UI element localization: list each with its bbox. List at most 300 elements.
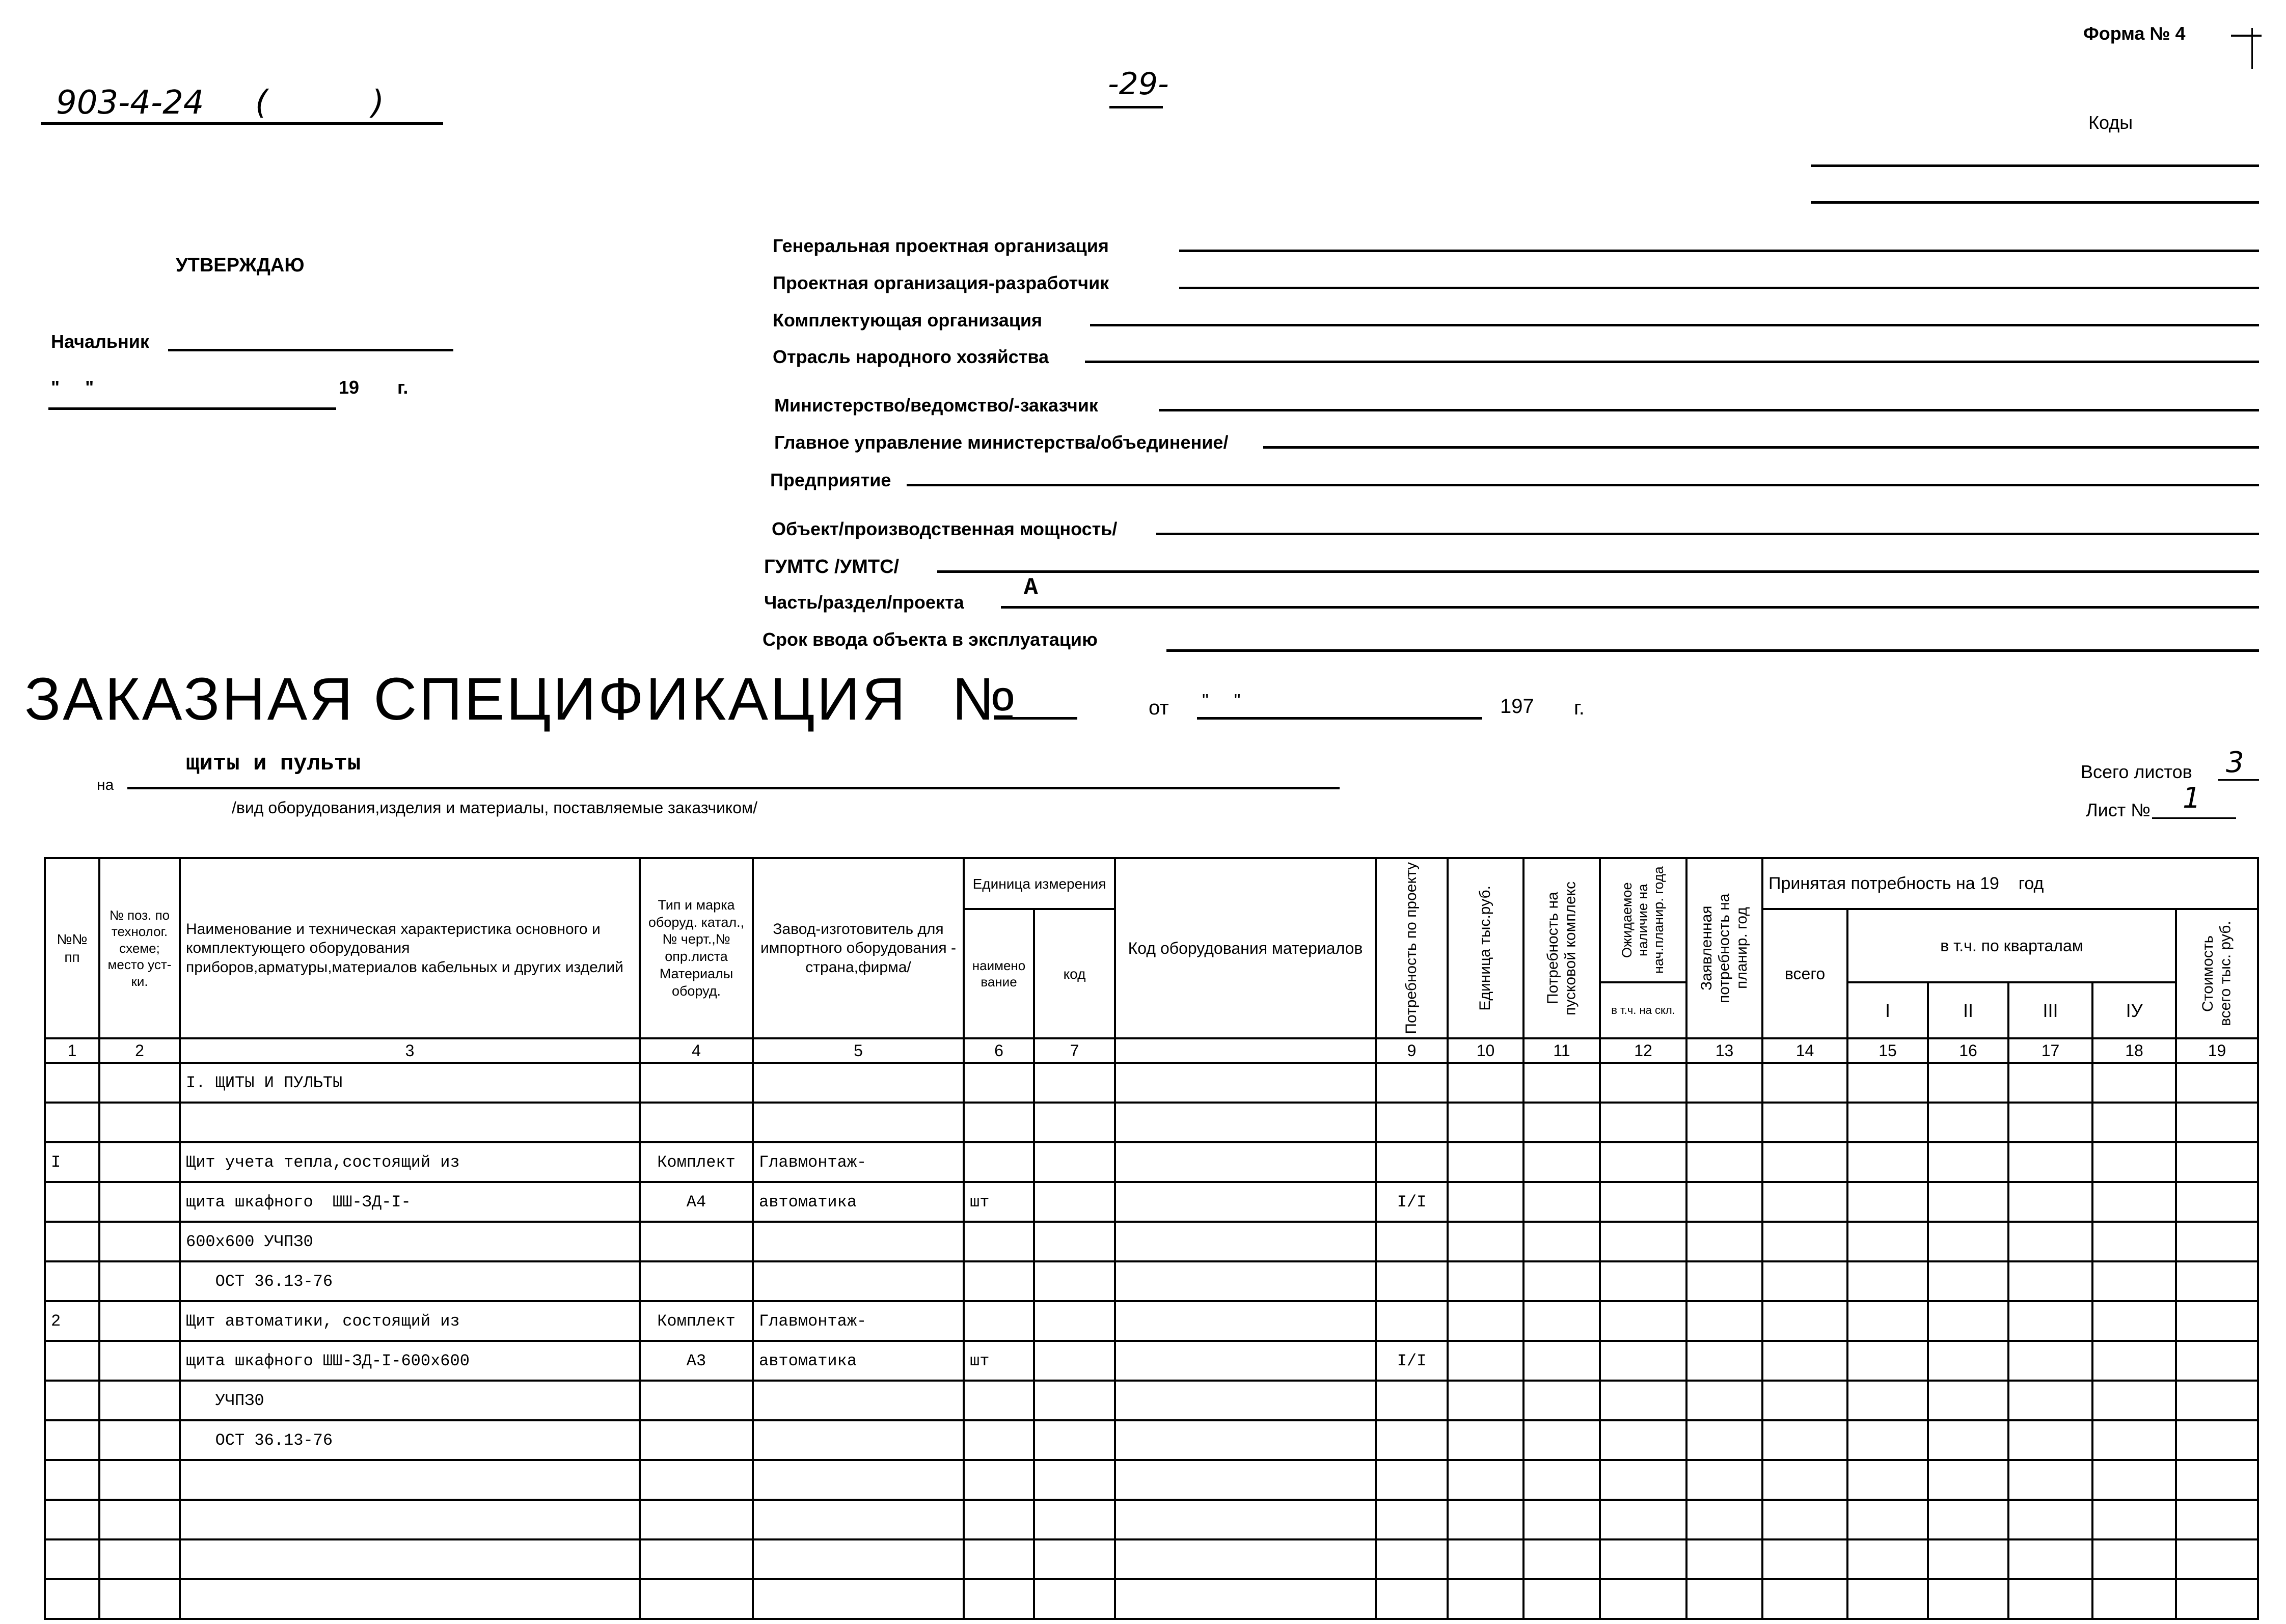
table-cell-col-15[interactable] [1847, 1301, 1928, 1341]
table-cell-col-5[interactable] [753, 1222, 964, 1261]
table-cell-col-19[interactable] [2176, 1261, 2258, 1301]
table-cell-col-5[interactable] [753, 1103, 964, 1142]
table-cell-col-6[interactable] [964, 1381, 1034, 1420]
table-cell-col-1[interactable] [45, 1341, 99, 1381]
table-cell-col-10[interactable] [1448, 1460, 1523, 1500]
org-field-input-ministry[interactable] [1159, 409, 2259, 411]
table-cell-col-9[interactable] [1376, 1222, 1448, 1261]
table-cell-col-13[interactable] [1686, 1182, 1762, 1222]
table-cell-col-12[interactable] [1600, 1420, 1686, 1460]
table-cell-col-19[interactable] [2176, 1063, 2258, 1103]
table-cell-col-6[interactable] [964, 1579, 1034, 1619]
table-cell-col-4[interactable] [640, 1261, 753, 1301]
table-cell-col-11[interactable] [1523, 1381, 1600, 1420]
table-cell-col-17[interactable] [2008, 1103, 2092, 1142]
org-field-input-supplier[interactable] [1090, 324, 2259, 326]
table-cell-col-13[interactable] [1686, 1341, 1762, 1381]
table-cell-col-19[interactable] [2176, 1301, 2258, 1341]
table-cell-col-14[interactable] [1762, 1420, 1847, 1460]
table-cell-col-2[interactable] [99, 1500, 180, 1539]
table-cell-col-16[interactable] [1928, 1579, 2008, 1619]
table-cell-col-1[interactable] [45, 1381, 99, 1420]
table-cell-col-18[interactable] [2092, 1579, 2176, 1619]
table-cell-col-11[interactable] [1523, 1420, 1600, 1460]
table-cell-col-4[interactable] [640, 1579, 753, 1619]
table-cell-col-14[interactable] [1762, 1063, 1847, 1103]
table-cell-col-16[interactable] [1928, 1142, 2008, 1182]
table-cell-col-19[interactable] [2176, 1182, 2258, 1222]
table-cell-col-2[interactable] [99, 1579, 180, 1619]
table-cell-col-2[interactable] [99, 1301, 180, 1341]
table-cell-col-7[interactable] [1034, 1539, 1115, 1579]
table-row [45, 1579, 2258, 1619]
table-cell-col-7[interactable] [1034, 1460, 1115, 1500]
spec-date-input[interactable] [1197, 717, 1482, 720]
table-cell-col-15[interactable] [1847, 1420, 1928, 1460]
table-cell-col-9[interactable] [1376, 1539, 1448, 1579]
table-cell-col-17[interactable] [2008, 1301, 2092, 1341]
table-cell-col-4[interactable] [640, 1222, 753, 1261]
table-cell-col-14[interactable] [1762, 1539, 1847, 1579]
table-cell-col-2[interactable] [99, 1103, 180, 1142]
table-cell-col-13[interactable] [1686, 1539, 1762, 1579]
table-cell-col-18[interactable] [2092, 1460, 2176, 1500]
table-cell-col-7[interactable] [1034, 1182, 1115, 1222]
table-cell-col-16[interactable] [1928, 1381, 2008, 1420]
table-cell-col-12[interactable] [1600, 1222, 1686, 1261]
table-cell-col-7[interactable] [1034, 1420, 1115, 1460]
table-cell-col-18[interactable] [2092, 1381, 2176, 1420]
table-cell-col-10[interactable] [1448, 1142, 1523, 1182]
table-cell-col-4[interactable] [640, 1539, 753, 1579]
table-cell-col-4[interactable] [640, 1500, 753, 1539]
table-cell-col-11[interactable] [1523, 1301, 1600, 1341]
table-cell-col-12[interactable] [1600, 1341, 1686, 1381]
table-cell-col-19[interactable] [2176, 1142, 2258, 1182]
table-cell-col-15[interactable] [1847, 1142, 1928, 1182]
table-cell-col-4[interactable] [640, 1063, 753, 1103]
table-cell-col-19[interactable] [2176, 1500, 2258, 1539]
table-cell-col-11[interactable] [1523, 1222, 1600, 1261]
table-cell-col-8[interactable] [1115, 1142, 1376, 1182]
table-cell-col-6[interactable] [964, 1103, 1034, 1142]
org-field-input-section[interactable] [1001, 606, 2259, 609]
table-cell-col-7[interactable] [1034, 1261, 1115, 1301]
table-cell-col-15[interactable] [1847, 1261, 1928, 1301]
table-cell-col-1[interactable] [45, 1103, 99, 1142]
table-cell-col-16[interactable] [1928, 1301, 2008, 1341]
table-cell-col-11[interactable] [1523, 1500, 1600, 1539]
table-cell-col-14[interactable] [1762, 1460, 1847, 1500]
table-cell-col-2[interactable] [99, 1261, 180, 1301]
table-cell-col-19[interactable] [2176, 1341, 2258, 1381]
org-field-input-developer[interactable] [1179, 287, 2259, 289]
table-cell-col-12[interactable] [1600, 1063, 1686, 1103]
org-field-label-enterprise: Предприятие [770, 470, 891, 490]
table-cell-col-3[interactable]: I. ЩИТЫ И ПУЛЬТЫ [180, 1063, 640, 1103]
table-cell-col-2[interactable] [99, 1539, 180, 1579]
table-cell-col-13[interactable] [1686, 1222, 1762, 1261]
table-cell-col-6[interactable] [964, 1222, 1034, 1261]
table-cell-col-5[interactable] [753, 1539, 964, 1579]
column-number: 3 [180, 1038, 640, 1063]
table-cell-col-18[interactable] [2092, 1142, 2176, 1182]
table-cell-col-3[interactable] [180, 1579, 640, 1619]
table-cell-col-19[interactable] [2176, 1103, 2258, 1142]
table-cell-col-18[interactable] [2092, 1261, 2176, 1301]
chief-signature-line[interactable] [168, 349, 453, 351]
table-cell-col-18[interactable] [2092, 1301, 2176, 1341]
table-cell-col-12[interactable] [1600, 1182, 1686, 1222]
table-cell-col-3[interactable]: щита шкафного ШШ-ЗД-I-600х600 [180, 1341, 640, 1381]
table-cell-col-6[interactable] [964, 1420, 1034, 1460]
table-cell-col-11[interactable] [1523, 1103, 1600, 1142]
table-cell-col-8[interactable] [1115, 1500, 1376, 1539]
table-cell-col-13[interactable] [1686, 1381, 1762, 1420]
table-cell-col-10[interactable] [1448, 1381, 1523, 1420]
table-cell-col-3[interactable]: Щит учета тепла,состоящий из [180, 1142, 640, 1182]
table-cell-col-8[interactable] [1115, 1261, 1376, 1301]
table-cell-col-9[interactable] [1376, 1301, 1448, 1341]
table-cell-col-7[interactable] [1034, 1500, 1115, 1539]
table-cell-col-9[interactable]: I/I [1376, 1341, 1448, 1381]
chief-label: Начальник [51, 331, 149, 352]
table-cell-col-10[interactable] [1448, 1500, 1523, 1539]
table-cell-col-3[interactable]: Щит автоматики, состоящий из [180, 1301, 640, 1341]
table-cell-col-4[interactable]: Комплект [640, 1301, 753, 1341]
table-cell-col-6[interactable] [964, 1301, 1034, 1341]
table-cell-col-1[interactable] [45, 1261, 99, 1301]
table-cell-col-19[interactable] [2176, 1579, 2258, 1619]
table-cell-col-4[interactable]: Комплект [640, 1142, 753, 1182]
table-cell-col-5[interactable]: автоматика [753, 1341, 964, 1381]
table-cell-col-1[interactable] [45, 1539, 99, 1579]
table-cell-col-5[interactable] [753, 1420, 964, 1460]
table-cell-col-15[interactable] [1847, 1381, 1928, 1420]
table-cell-col-3[interactable] [180, 1500, 640, 1539]
table-cell-col-6[interactable] [964, 1500, 1034, 1539]
table-cell-col-12[interactable] [1600, 1460, 1686, 1500]
table-cell-col-3[interactable]: щита шкафного ШШ-ЗД-I- [180, 1182, 640, 1222]
table-cell-col-1[interactable] [45, 1460, 99, 1500]
table-cell-col-12[interactable] [1600, 1539, 1686, 1579]
table-cell-col-8[interactable] [1115, 1539, 1376, 1579]
table-cell-col-17[interactable] [2008, 1182, 2092, 1222]
table-cell-col-10[interactable] [1448, 1063, 1523, 1103]
table-cell-col-17[interactable] [2008, 1420, 2092, 1460]
table-cell-col-14[interactable] [1762, 1301, 1847, 1341]
sheets-total-underline [2218, 779, 2259, 781]
table-cell-col-11[interactable] [1523, 1063, 1600, 1103]
table-cell-col-15[interactable] [1847, 1182, 1928, 1222]
org-field-input-general[interactable] [1179, 250, 2259, 252]
table-cell-col-7[interactable] [1034, 1341, 1115, 1381]
table-cell-col-6[interactable]: шт [964, 1341, 1034, 1381]
table-cell-col-9[interactable] [1376, 1460, 1448, 1500]
table-cell-col-10[interactable] [1448, 1341, 1523, 1381]
table-cell-col-4[interactable] [640, 1103, 753, 1142]
table-cell-col-5[interactable] [753, 1579, 964, 1619]
table-cell-col-16[interactable] [1928, 1341, 2008, 1381]
table-cell-col-18[interactable] [2092, 1182, 2176, 1222]
org-field-label-ministry: Министерство/ведомство/-заказчик [774, 395, 1098, 416]
table-cell-col-8[interactable] [1115, 1222, 1376, 1261]
table-cell-col-11[interactable] [1523, 1579, 1600, 1619]
table-cell-col-3[interactable] [180, 1539, 640, 1579]
table-cell-col-4[interactable]: А3 [640, 1341, 753, 1381]
table-cell-col-16[interactable] [1928, 1539, 2008, 1579]
table-cell-col-16[interactable] [1928, 1103, 2008, 1142]
table-cell-col-14[interactable] [1762, 1341, 1847, 1381]
table-cell-col-14[interactable] [1762, 1142, 1847, 1182]
table-cell-col-14[interactable] [1762, 1261, 1847, 1301]
table-cell-col-9[interactable] [1376, 1420, 1448, 1460]
table-cell-col-8[interactable] [1115, 1460, 1376, 1500]
table-cell-col-2[interactable] [99, 1420, 180, 1460]
table-cell-col-6[interactable] [964, 1460, 1034, 1500]
table-cell-col-10[interactable] [1448, 1261, 1523, 1301]
table-cell-col-12[interactable] [1600, 1261, 1686, 1301]
table-cell-col-5[interactable]: автоматика [753, 1182, 964, 1222]
table-cell-col-2[interactable] [99, 1142, 180, 1182]
table-cell-col-17[interactable] [2008, 1063, 2092, 1103]
table-cell-col-13[interactable] [1686, 1063, 1762, 1103]
table-cell-col-15[interactable] [1847, 1222, 1928, 1261]
table-cell-col-5[interactable] [753, 1261, 964, 1301]
table-cell-col-9[interactable] [1376, 1500, 1448, 1539]
table-cell-col-16[interactable] [1928, 1261, 2008, 1301]
table-cell-col-17[interactable] [2008, 1341, 2092, 1381]
table-cell-col-13[interactable] [1686, 1301, 1762, 1341]
org-field-input-gumts[interactable] [937, 570, 2259, 573]
table-cell-col-9[interactable]: I/I [1376, 1182, 1448, 1222]
table-cell-col-14[interactable] [1762, 1381, 1847, 1420]
table-cell-col-12[interactable] [1600, 1579, 1686, 1619]
table-cell-col-9[interactable] [1376, 1142, 1448, 1182]
table-cell-col-10[interactable] [1448, 1222, 1523, 1261]
table-cell-col-3[interactable] [180, 1103, 640, 1142]
table-cell-col-15[interactable] [1847, 1341, 1928, 1381]
table-cell-col-8[interactable] [1115, 1381, 1376, 1420]
org-field-input-object[interactable] [1156, 533, 2259, 535]
table-cell-col-11[interactable] [1523, 1539, 1600, 1579]
table-row [45, 1420, 2258, 1460]
table-cell-col-1[interactable] [45, 1182, 99, 1222]
table-cell-col-17[interactable] [2008, 1460, 2092, 1500]
table-cell-col-1[interactable] [45, 1222, 99, 1261]
column-number: 9 [1376, 1038, 1448, 1063]
table-cell-col-7[interactable] [1034, 1381, 1115, 1420]
table-cell-col-7[interactable] [1034, 1222, 1115, 1261]
table-cell-col-9[interactable] [1376, 1579, 1448, 1619]
table-cell-col-19[interactable] [2176, 1460, 2258, 1500]
table-cell-col-13[interactable] [1686, 1460, 1762, 1500]
table-cell-col-18[interactable] [2092, 1500, 2176, 1539]
table-cell-col-19[interactable] [2176, 1381, 2258, 1420]
table-cell-col-19[interactable] [2176, 1222, 2258, 1261]
table-cell-col-12[interactable] [1600, 1142, 1686, 1182]
table-cell-col-13[interactable] [1686, 1103, 1762, 1142]
table-cell-col-2[interactable] [99, 1381, 180, 1420]
table-cell-col-10[interactable] [1448, 1579, 1523, 1619]
column-number: 19 [2176, 1038, 2258, 1063]
table-cell-col-15[interactable] [1847, 1103, 1928, 1142]
subject-input[interactable] [127, 787, 1340, 789]
table-cell-col-3[interactable]: ОСТ 36.13-76 [180, 1261, 640, 1301]
table-cell-col-12[interactable] [1600, 1301, 1686, 1341]
table-cell-col-16[interactable] [1928, 1460, 2008, 1500]
table-cell-col-17[interactable] [2008, 1539, 2092, 1579]
table-cell-col-7[interactable] [1034, 1579, 1115, 1619]
table-cell-col-7[interactable] [1034, 1301, 1115, 1341]
table-cell-col-6[interactable] [964, 1142, 1034, 1182]
table-cell-col-10[interactable] [1448, 1182, 1523, 1222]
table-cell-col-17[interactable] [2008, 1500, 2092, 1539]
table-cell-col-12[interactable] [1600, 1381, 1686, 1420]
table-cell-col-18[interactable] [2092, 1539, 2176, 1579]
table-cell-col-2[interactable] [99, 1341, 180, 1381]
table-cell-col-3[interactable] [180, 1460, 640, 1500]
table-cell-col-17[interactable] [2008, 1381, 2092, 1420]
table-cell-col-8[interactable] [1115, 1579, 1376, 1619]
table-cell-col-19[interactable] [2176, 1539, 2258, 1579]
table-cell-col-5[interactable] [753, 1500, 964, 1539]
table-cell-col-9[interactable] [1376, 1103, 1448, 1142]
table-cell-col-5[interactable] [753, 1063, 964, 1103]
table-cell-col-11[interactable] [1523, 1460, 1600, 1500]
table-cell-col-4[interactable] [640, 1381, 753, 1420]
page-number: -29- [1108, 66, 1169, 102]
table-cell-col-13[interactable] [1686, 1261, 1762, 1301]
table-cell-col-4[interactable]: А4 [640, 1182, 753, 1222]
table-cell-col-14[interactable] [1762, 1222, 1847, 1261]
table-cell-col-11[interactable] [1523, 1341, 1600, 1381]
table-cell-col-15[interactable] [1847, 1539, 1928, 1579]
table-cell-col-14[interactable] [1762, 1182, 1847, 1222]
table-cell-col-6[interactable] [964, 1261, 1034, 1301]
table-cell-col-3[interactable]: 600х600 УЧПЗ0 [180, 1222, 640, 1261]
spec-number-input[interactable] [1006, 717, 1077, 720]
table-cell-col-14[interactable] [1762, 1103, 1847, 1142]
table-cell-col-2[interactable] [99, 1063, 180, 1103]
table-cell-col-10[interactable] [1448, 1539, 1523, 1579]
table-cell-col-19[interactable] [2176, 1420, 2258, 1460]
table-cell-col-13[interactable] [1686, 1500, 1762, 1539]
table-cell-col-1[interactable] [45, 1579, 99, 1619]
column-number: 2 [99, 1038, 180, 1063]
table-cell-col-17[interactable] [2008, 1222, 2092, 1261]
table-cell-col-4[interactable] [640, 1460, 753, 1500]
table-cell-col-11[interactable] [1523, 1261, 1600, 1301]
table-cell-col-8[interactable] [1115, 1301, 1376, 1341]
org-field-input-main-department[interactable] [1263, 446, 2259, 449]
table-cell-col-18[interactable] [2092, 1222, 2176, 1261]
approval-date-line[interactable] [48, 407, 336, 410]
table-cell-col-10[interactable] [1448, 1103, 1523, 1142]
org-field-label-section: Часть/раздел/проекта [764, 592, 964, 613]
table-cell-col-5[interactable]: Главмонтаж- [753, 1301, 964, 1341]
table-cell-col-5[interactable] [753, 1381, 964, 1420]
table-cell-col-8[interactable] [1115, 1182, 1376, 1222]
table-cell-col-10[interactable] [1448, 1420, 1523, 1460]
table-cell-col-6[interactable] [964, 1063, 1034, 1103]
table-cell-col-8[interactable] [1115, 1341, 1376, 1381]
col-header-unit-price [1448, 858, 1523, 1038]
table-cell-col-3[interactable]: УЧПЗ0 [180, 1381, 640, 1420]
table-cell-col-16[interactable] [1928, 1420, 2008, 1460]
table-cell-col-16[interactable] [1928, 1063, 2008, 1103]
table-cell-col-11[interactable] [1523, 1182, 1600, 1222]
table-cell-col-18[interactable] [2092, 1103, 2176, 1142]
org-field-input-industry[interactable] [1085, 361, 2259, 363]
table-cell-col-18[interactable] [2092, 1341, 2176, 1381]
table-cell-col-13[interactable] [1686, 1142, 1762, 1182]
codes-line-1 [1811, 164, 2259, 167]
table-cell-col-5[interactable]: Главмонтаж- [753, 1142, 964, 1182]
table-cell-col-6[interactable]: шт [964, 1182, 1034, 1222]
table-cell-col-9[interactable] [1376, 1261, 1448, 1301]
table-cell-col-15[interactable] [1847, 1460, 1928, 1500]
table-cell-col-8[interactable] [1115, 1063, 1376, 1103]
table-cell-col-17[interactable] [2008, 1261, 2092, 1301]
table-cell-col-2[interactable] [99, 1182, 180, 1222]
table-cell-col-1[interactable] [45, 1420, 99, 1460]
table-cell-col-1[interactable] [45, 1063, 99, 1103]
table-cell-col-4[interactable] [640, 1420, 753, 1460]
table-cell-col-8[interactable] [1115, 1420, 1376, 1460]
table-cell-col-1[interactable]: I [45, 1142, 99, 1182]
table-cell-col-1[interactable] [45, 1500, 99, 1539]
table-cell-col-16[interactable] [1928, 1500, 2008, 1539]
table-cell-col-13[interactable] [1686, 1579, 1762, 1619]
column-number: 7 [1034, 1038, 1115, 1063]
table-cell-col-9[interactable] [1376, 1381, 1448, 1420]
table-cell-col-3[interactable]: ОСТ 36.13-76 [180, 1420, 640, 1460]
col-header-unit-name: наименование [964, 909, 1034, 1038]
table-cell-col-8[interactable] [1115, 1103, 1376, 1142]
table-cell-col-2[interactable] [99, 1460, 180, 1500]
table-cell-col-7[interactable] [1034, 1142, 1115, 1182]
table-cell-col-10[interactable] [1448, 1301, 1523, 1341]
table-cell-col-15[interactable] [1847, 1579, 1928, 1619]
table-cell-col-6[interactable] [964, 1539, 1034, 1579]
table-cell-col-7[interactable] [1034, 1103, 1115, 1142]
table-cell-col-18[interactable] [2092, 1063, 2176, 1103]
table-cell-col-16[interactable] [1928, 1182, 2008, 1222]
table-cell-col-12[interactable] [1600, 1103, 1686, 1142]
table-cell-col-17[interactable] [2008, 1142, 2092, 1182]
org-field-input-enterprise[interactable] [907, 484, 2259, 486]
table-cell-col-14[interactable] [1762, 1500, 1847, 1539]
table-cell-col-18[interactable] [2092, 1420, 2176, 1460]
table-cell-col-14[interactable] [1762, 1579, 1847, 1619]
table-cell-col-13[interactable] [1686, 1420, 1762, 1460]
table-cell-col-2[interactable] [99, 1222, 180, 1261]
table-cell-col-12[interactable] [1600, 1500, 1686, 1539]
table-cell-col-16[interactable] [1928, 1222, 2008, 1261]
approval-year-suffix: г. [397, 377, 409, 398]
table-cell-col-1[interactable]: 2 [45, 1301, 99, 1341]
table-cell-col-7[interactable] [1034, 1063, 1115, 1103]
table-cell-col-15[interactable] [1847, 1063, 1928, 1103]
table-cell-col-11[interactable] [1523, 1142, 1600, 1182]
table-cell-col-9[interactable] [1376, 1063, 1448, 1103]
table-cell-col-17[interactable] [2008, 1579, 2092, 1619]
table-cell-col-5[interactable] [753, 1460, 964, 1500]
org-field-input-commissioning[interactable] [1166, 649, 2259, 652]
table-cell-col-15[interactable] [1847, 1500, 1928, 1539]
col-header-q2: II [1928, 982, 2008, 1038]
